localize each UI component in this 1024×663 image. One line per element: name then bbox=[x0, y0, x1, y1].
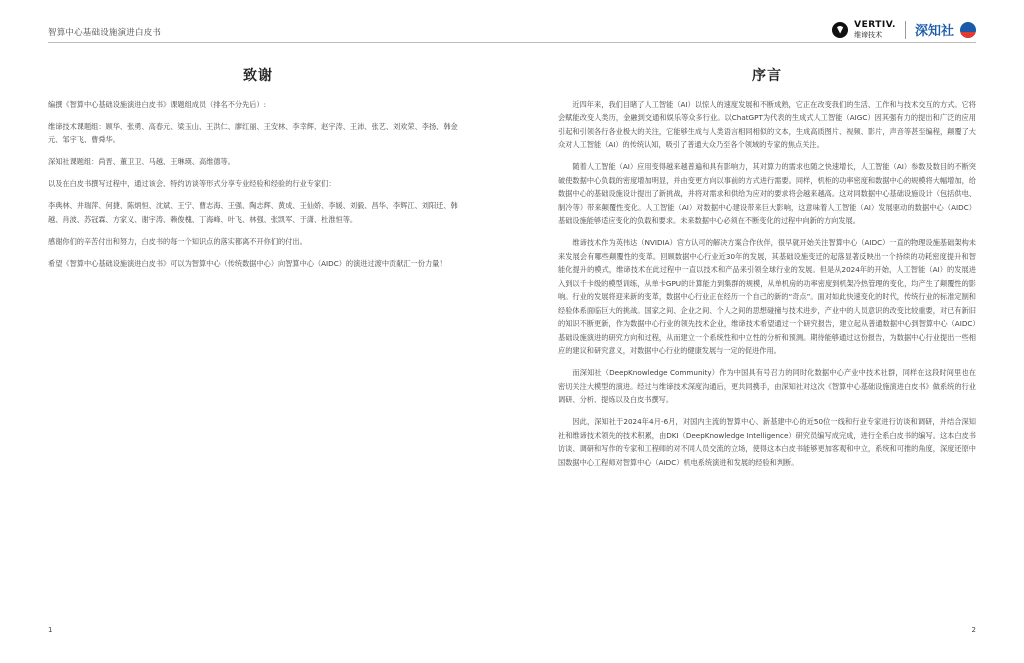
ack-paragraph: 以及在白皮书撰写过程中，通过该会、特约访谈等形式分享专业经验和经验的行业专家们： bbox=[48, 179, 336, 188]
vertiv-logo-icon bbox=[832, 22, 848, 38]
vertiv-wordmark bbox=[854, 21, 896, 39]
brand-separator bbox=[905, 21, 906, 39]
acknowledgements-column bbox=[48, 70, 468, 279]
preface-paragraph: 维谛技术作为英伟达（NVIDIA）官方认可的解决方案合作伙伴，很早就开始关注智算中心（AIDC）一直的物理设施基础架构未来发展会有哪些颠覆性的变革。回顾数据中心行业近30年的发展，其基础设施变迁的起落显著反映出一个持续的功耗密度提升和智能化提升的模式，维谛技术在此过程中一直以技术和产品来引领全球行业的发展。但是从2024年的开始，人工智能（AI）的发展进入到以千卡级的模型训练，从单卡GPU的计算能力到集群的规模，从单机房的功率密度到机架冷热管理的变化，均产生了颠覆性的影响。行业的发展将迎来新的变革，数据中心行业正在经历一个自己的新的“奇点”。面对如此快速变化的时代，传统行业的标准定制和经验体系面临巨大的挑战。国家之间、企业之间、个人之间的思想碰撞与技术进步，产业中的人员意识的改变比较重要，对已有新旧的知识不断更新，作为数据中心行业的领先技术企业，维谛技术希望通过一个研究报告，建立起从普通数据中心到智算中心（AIDC）基础设施演进的研究方向和过程，从而建立一个系统性和中立性的分析和预测。期待能够通过这份报告，为数据中心行业提出一些相应的建议和研究意义，对数据中心行业的健康发展与一定的促进作用。 bbox=[558, 238, 976, 355]
page-number-left: 1 bbox=[48, 626, 53, 634]
ack-paragraph: 维谛技术课题组：顾华、张勇、高春元、梁玉山、王洪仁、廖红丽、王安林、李幸辉、赵宇涛、王沛、张艺、刘欢荣、李扬、韩金元、邹宇飞、曹舜华。 bbox=[48, 121, 458, 144]
preface-paragraph: 随着人工智能（AI）应用变得越来越普遍和具有影响力，其对算力的需求也随之快速增长，人工智能（AI）参数及数目的不断突破使数据中心负载的密度增加明显，并由变更方向以事前的方式进行需要。同样，机柜的功率密度和数据中心的规模将大幅增加，给数据中心的基础设施设计提出了新挑战，并将对需求和供给为应对的要求将会越来越高。这对同数据中心基础设施设计（包括供电、制冷等）带来颠覆性变化。人工智能（AI）对数据中心建设带来巨大影响，这意味着人工智能（AI）发展驱动的数据中心（AIDC）基础设施能够适应变化的负载和要求。未来数据中心必须在不断变化的过程中向新的方向发展。 bbox=[558, 162, 976, 225]
preface-title: 序言 bbox=[752, 68, 782, 84]
ack-paragraph: 深知社课题组：尚晋、董卫卫、马越、王琳瑛、高维德等。 bbox=[48, 157, 235, 166]
ack-paragraph: 李典林、井瑞萍、何捷、陈炳恒、沈斌、王宁、曹志海、王强、陶志辉、黄成、王仙娇、李媛、刘毅、昌华、李辉江、刘阳迁、韩越、肖波、苏冠霖、方家义、谢宇涛、赖俊槐、丁海峰、叶飞、林强、张凯军、于潇、杜淮恒等。 bbox=[48, 201, 458, 224]
preface-column bbox=[558, 70, 976, 478]
acknowledgements-title: 致谢 bbox=[243, 68, 273, 84]
ack-paragraph: 感谢你们的辛苦付出和努力，白皮书的每一个知识点的落实都离不开你们的付出。 bbox=[48, 236, 307, 246]
deepknowledge-logo-icon bbox=[960, 22, 976, 38]
vertiv-subname: 维谛技术 bbox=[854, 30, 883, 39]
page-number-right: 2 bbox=[971, 626, 976, 634]
vertiv-name: VERTIV. bbox=[854, 19, 896, 30]
ack-paragraph: 希望《智算中心基础设施演进白皮书》可以为智算中心（传统数据中心）向智算中心（AIDC）的演进过渡中贡献汇一份力量！ bbox=[48, 258, 447, 268]
brand-logos bbox=[832, 20, 976, 39]
deepknowledge-name: 深知社 bbox=[914, 24, 954, 39]
ack-paragraph: 编撰《智算中心基础设施演进白皮书》课题组成员（排名不分先后）: bbox=[48, 99, 267, 109]
header-divider bbox=[48, 42, 976, 43]
preface-paragraph: 因此，深知社于2024年4月-6月，对国内主流的智算中心、新基建中心的近50位一线和行业专家进行访谈和调研，并结合深知社和维谛技术领先的技术积累，由DKI（DeepKnowledge Intelligence）研究员编写成完成，进行全系白皮书的编写。这本白皮书访谈、调研和写作的专家和工程师的对不同人员交流的立场，使得这本白皮书能够更加客观和中立，系统和可推的角度，深度还原中国数据中心工程师对智算中心（AIDC）机电系统演进和发展的经验和判断。 bbox=[558, 417, 976, 467]
preface-paragraph: 近四年来，我们目睹了人工智能（AI）以惊人的速度发展和不断成熟，它正在改变我们的生活、工作和与技术交互的方式。它将会赋能改变人类历，金融到交通和娱乐等众多行业。以ChatGPT为代表的生成式人工智能（AIGC）因其强有力的提出和广泛的应用引起和引领各行各业极大的关注，它能够生成与人类语言相同相似的文本，生成高质图片、视频、影片，声音等甚至编程，颠覆了大众对人工智能（AI）的传统认知，吸引了普通大众乃至各个领域的专家的焦点关注。 bbox=[558, 99, 976, 149]
header-title: 智算中心基础设施演进白皮书 bbox=[48, 28, 162, 38]
preface-paragraph: 而深知社（DeepKnowledge Community）作为中国具有号召力的同时化数据中心产业中技术社群，同样在这段时间里也在密切关注大模型的演进。经过与维谛技术深度沟通后，更共同携手，由深知社对这次《智算中心基础设施演进白皮书》做系统的行业调研、分析、提炼以及白皮书撰写。 bbox=[558, 368, 976, 404]
